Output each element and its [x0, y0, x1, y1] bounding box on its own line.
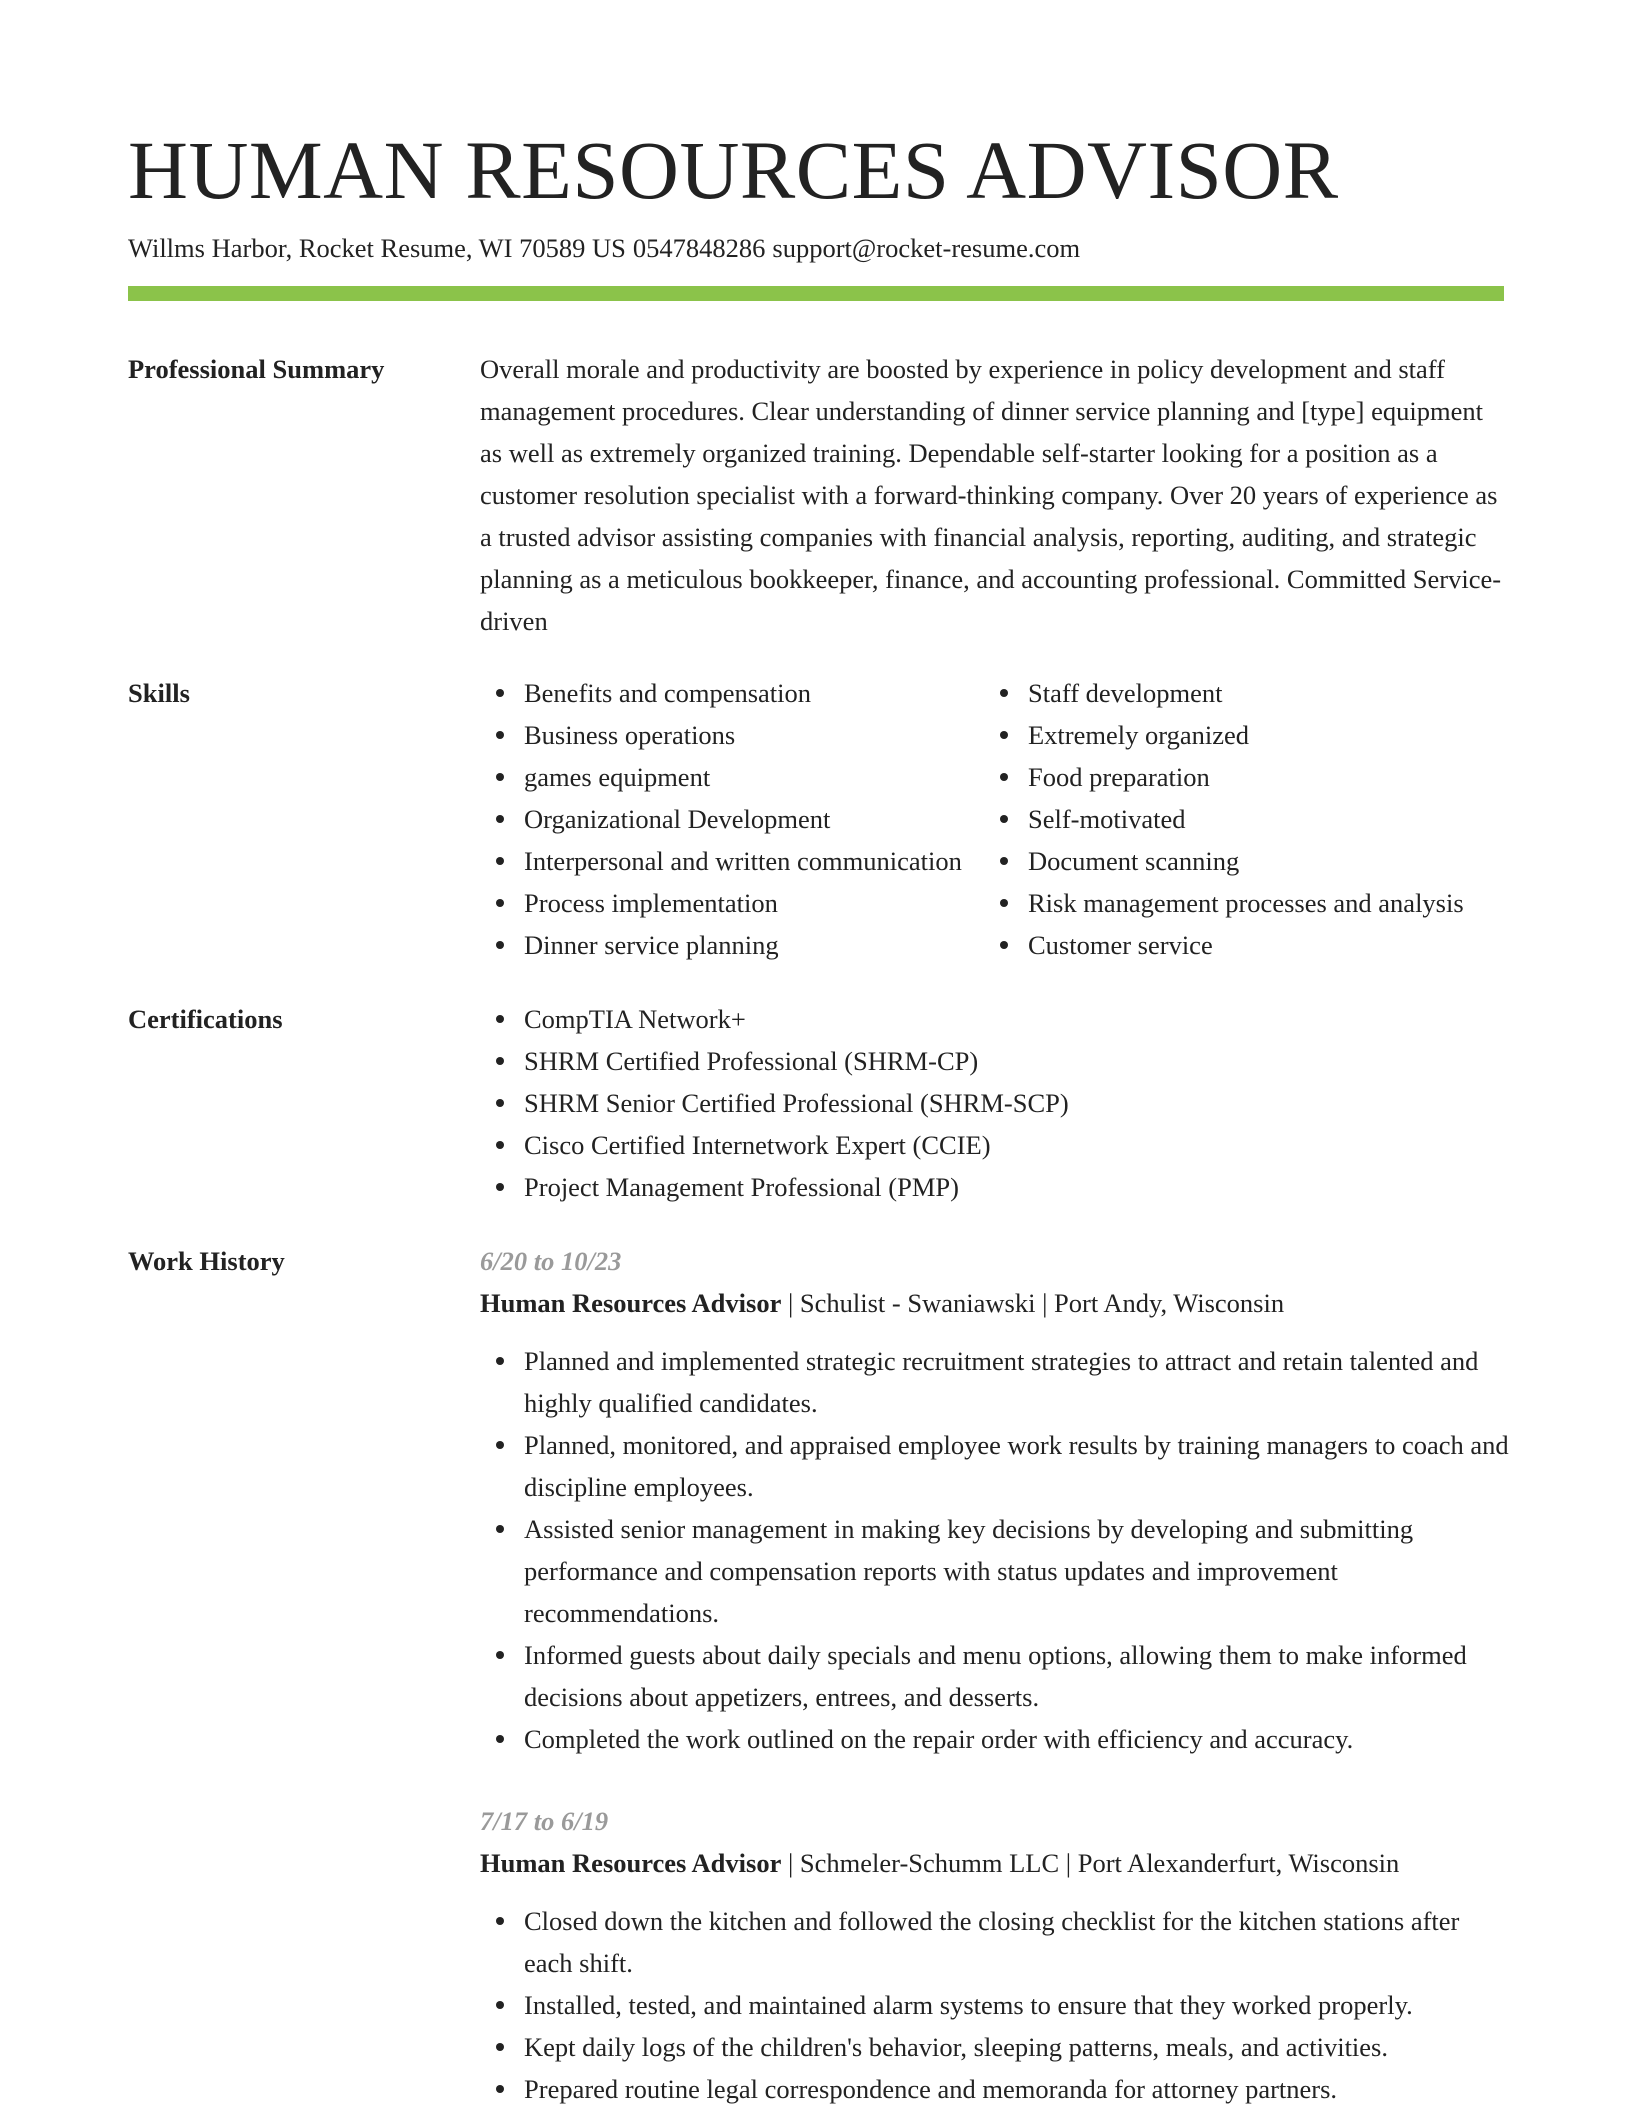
summary-body: [480, 348, 1510, 642]
job-bullets: [480, 1340, 1510, 1760]
job-details: | Schmeler-Schumm LLC | Port Alexanderfurt, Wisconsin: [781, 1848, 1400, 1878]
skill-item: games equipment: [480, 756, 962, 798]
contact-address: Willms Harbor, Rocket Resume, WI 70589 US: [128, 233, 626, 263]
skills-list-right: [984, 672, 1464, 966]
job-bullet: Informed guests about daily specials and menu options, allowing them to make informed decisions about appetizers, entrees, and desserts.: [480, 1634, 1510, 1718]
certification-item: SHRM Senior Certified Professional (SHRM-SCP): [480, 1082, 1510, 1124]
certification-item: Project Management Professional (PMP): [480, 1166, 1510, 1208]
skill-item: Extremely organized: [984, 714, 1464, 756]
skill-item: Staff development: [984, 672, 1464, 714]
job-header: [480, 1842, 1510, 1884]
skill-item: Organizational Development: [480, 798, 962, 840]
job-title: Human Resources Advisor: [480, 1288, 782, 1318]
skill-item: Risk management processes and analysis: [984, 882, 1464, 924]
job-bullet: Planned, monitored, and appraised employee work results by training managers to coach and discipline employees.: [480, 1424, 1510, 1508]
skill-item: Dinner service planning: [480, 924, 962, 966]
skills-columns: [480, 672, 1510, 966]
job-entry: [480, 1240, 1510, 1760]
job-details: | Schulist - Swaniawski | Port Andy, Wisconsin: [781, 1288, 1285, 1318]
certification-item: Cisco Certified Internetwork Expert (CCIE): [480, 1124, 1510, 1166]
skill-item: Interpersonal and written communication: [480, 840, 962, 882]
job-bullet: Kept daily logs of the children's behavior, sleeping patterns, meals, and activities.: [480, 2026, 1510, 2068]
skills-list-left: [480, 672, 962, 966]
job-dates: 7/17 to 6/19: [480, 1806, 609, 1836]
skill-item: Process implementation: [480, 882, 962, 924]
job-bullet: Completed the work outlined on the repair order with efficiency and accuracy.: [480, 1718, 1510, 1760]
contact-email: support@rocket-resume.com: [772, 233, 1081, 263]
summary-heading: Professional Summary: [128, 354, 385, 384]
job-header: [480, 1282, 1510, 1324]
contact-line: [128, 230, 1080, 266]
work-history-heading: Work History: [128, 1246, 285, 1276]
certifications-list: [480, 998, 1510, 1208]
resume-title: HUMAN RESOURCES ADVISOR: [128, 124, 1339, 216]
skill-item: Self-motivated: [984, 798, 1464, 840]
skills-heading: Skills: [128, 678, 190, 708]
contact-phone: 0547848286: [632, 233, 766, 263]
certifications-body: [480, 998, 1510, 1208]
job-bullet: Planned and implemented strategic recruitment strategies to attract and retain talented and highly qualified candidates.: [480, 1340, 1510, 1424]
job-bullets: [480, 1900, 1510, 2110]
job-bullet: Installed, tested, and maintained alarm systems to ensure that they worked properly.: [480, 1984, 1510, 2026]
certification-item: SHRM Certified Professional (SHRM-CP): [480, 1040, 1510, 1082]
summary-text: Overall morale and productivity are boosted by experience in policy development and staff management procedures. Clear understanding of dinner service planning and [type] equipment as well as extremely organized training. Dependable self-starter looking for a position as a customer resolution specialist with a forward-thinking company. Over 20 years of experience as a trusted advisor assisting companies with financial analysis, reporting, auditing, and strategic planning as a meticulous bookkeeper, finance, and accounting professional. Committed Service-driven: [480, 354, 1502, 636]
skills-body: [480, 672, 1510, 966]
skill-item: Document scanning: [984, 840, 1464, 882]
skill-item: Customer service: [984, 924, 1464, 966]
job-dates: 6/20 to 10/23: [480, 1246, 622, 1276]
header-divider: [128, 286, 1504, 301]
work-history-body: [480, 1240, 1510, 2110]
skill-item: Benefits and compensation: [480, 672, 962, 714]
skill-item: Business operations: [480, 714, 962, 756]
certifications-heading: Certifications: [128, 1004, 283, 1034]
job-bullet: Closed down the kitchen and followed the closing checklist for the kitchen stations after each shift.: [480, 1900, 1510, 1984]
job-title: Human Resources Advisor: [480, 1848, 782, 1878]
certification-item: CompTIA Network+: [480, 998, 1510, 1040]
job-bullet: Assisted senior management in making key decisions by developing and submitting performance and compensation reports with status updates and improvement recommendations.: [480, 1508, 1510, 1634]
skill-item: Food preparation: [984, 756, 1464, 798]
job-entry: [480, 1800, 1510, 2110]
job-bullet: Prepared routine legal correspondence and memoranda for attorney partners.: [480, 2068, 1510, 2110]
